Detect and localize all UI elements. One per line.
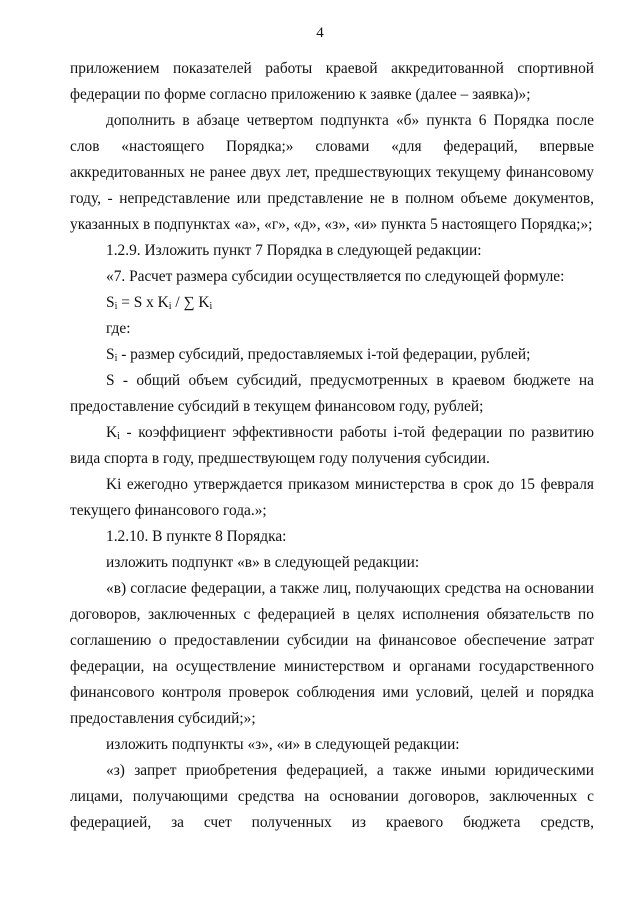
text-line: вида спорта в году, предшествующем году получения субсидии. — [70, 450, 490, 467]
text-line: приложением показателей работы краевой аккредитованной спортивной — [70, 60, 594, 77]
text-line: слов «настоящего Порядка;» словами «для федераций, впервые — [70, 138, 594, 155]
formula-k2-sub: i — [209, 301, 213, 312]
formula-s-sub: i — [114, 301, 118, 312]
text-line: аккредитованных не ранее двух лет, предшествующих текущему финансовому — [70, 164, 594, 181]
text-line: федерации, на осуществление министерством и органами государственного — [70, 658, 594, 675]
formula-s: S — [106, 294, 115, 311]
text-line: финансового контроля проверок соблюдения ими условий, целей и порядка — [70, 684, 594, 701]
ki-symbol: K — [106, 424, 118, 441]
text-line: федерацией, за счет полученных из краевого бюджета средств, — [70, 814, 594, 831]
text-line: договоров, заключенных с федерацией в целях исполнения обязательств по — [70, 606, 594, 623]
text-line: Ki ежегодно утверждается приказом министерства в срок до 15 февраля — [106, 476, 594, 493]
text-line: 1.2.10. В пункте 8 Порядка: — [106, 528, 287, 545]
formula-sum: / ∑ K — [171, 294, 210, 311]
si-symbol: S — [106, 346, 115, 363]
ki-sub: i — [117, 431, 120, 442]
si-text: - размер субсидий, предоставляемых i-той федерации, рублей; — [117, 346, 531, 363]
text-line: соглашению о предоставлении субсидии на финансовое обеспечение затрат — [70, 632, 594, 649]
text-line: S - общий объем субсидий, предусмотренных в краевом бюджете на — [106, 372, 594, 389]
ki-text: - коэффициент эффективности работы i-той федерации по развитию — [119, 424, 594, 441]
formula-mid: = S x K — [117, 294, 169, 311]
text-line: предоставления субсидий;»; — [70, 710, 256, 727]
text-line: 1.2.9. Изложить пункт 7 Порядка в следующей редакции: — [106, 242, 482, 259]
text-line: где: — [106, 320, 131, 337]
text-line: «в) согласие федерации, а также лиц, получающих средства на основании — [106, 580, 594, 597]
text-line: году, - непредставление или представление не в полном объеме документов, — [70, 190, 594, 207]
text-line: «з) запрет приобретения федерацией, а также иными юридическими — [106, 762, 594, 779]
text-line: дополнить в абзаце четвертом подпункта «б» пункта 6 Порядка после — [106, 112, 594, 129]
definition-ki — [106, 424, 594, 442]
text-line: «7. Расчет размера субсидии осуществляется по следующей формуле: — [106, 268, 565, 285]
text-line: текущего финансового года.»; — [70, 502, 267, 519]
formula-k-sub: i — [168, 301, 172, 312]
text-line: изложить подпункты «з», «и» в следующей редакции: — [106, 736, 460, 753]
formula — [106, 294, 212, 312]
page-number: 4 — [316, 25, 324, 41]
text-line: федерации по форме согласно приложению к заявке (далее – заявка)»; — [70, 86, 531, 103]
text-line: предоставление субсидий в текущем финансовом году, рублей; — [70, 398, 484, 415]
text-line: лицами, получающими средства на основании договоров, заключенных с — [70, 788, 594, 805]
text-line: изложить подпункт «в» в следующей редакции: — [106, 554, 420, 571]
definition-si — [106, 346, 530, 364]
text-line: указанных в подпунктах «а», «г», «д», «з», «и» пункта 5 настоящего Порядка;»; — [70, 216, 593, 233]
si-sub: i — [114, 353, 118, 364]
